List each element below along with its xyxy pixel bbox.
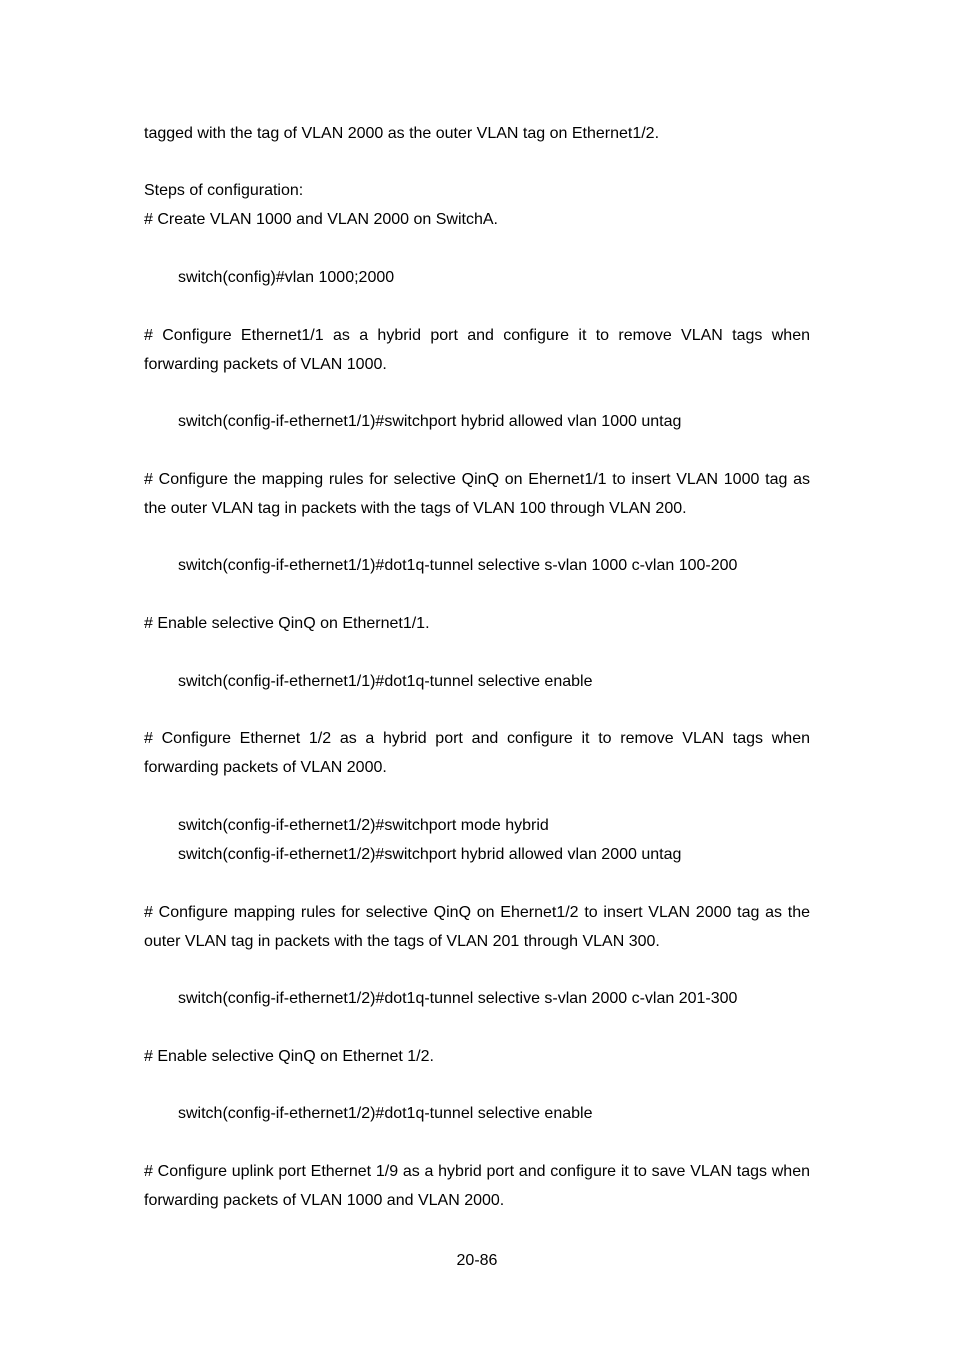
- paragraph-line: outer VLAN tag in packets with the tags of VLAN 201 through VLAN 300.: [144, 933, 660, 950]
- command-selective-svlan-1000: switch(config-if-ethernet1/1)#dot1q-tunnel selective s-vlan 1000 c-vlan 100-200: [178, 557, 738, 574]
- paragraph-line: the outer VLAN tag in packets with the tags of VLAN 100 through VLAN 200.: [144, 500, 687, 517]
- step-configure-uplink-port: [144, 1157, 810, 1215]
- command-create-vlan: switch(config)#vlan 1000;2000: [178, 269, 395, 286]
- step-configure-ethernet1-2: [144, 724, 810, 782]
- command-selective-enable-1-2: switch(config-if-ethernet1/2)#dot1q-tunnel selective enable: [178, 1105, 593, 1122]
- section-heading-steps: Steps of configuration:: [144, 182, 304, 199]
- page-number: 20-86: [456, 1252, 498, 1269]
- step-create-vlan: # Create VLAN 1000 and VLAN 2000 on SwitchA.: [144, 211, 498, 228]
- paragraph-line: # Configure mapping rules for selective QinQ on Ehernet1/2 to insert VLAN 2000 tag as the: [144, 904, 810, 921]
- command-selective-svlan-2000: switch(config-if-ethernet1/2)#dot1q-tunnel selective s-vlan 2000 c-vlan 201-300: [178, 990, 738, 1007]
- paragraph-line: # Configure uplink port Ethernet 1/9 as a hybrid port and configure it to save VLAN tags when: [144, 1163, 810, 1180]
- command-hybrid-allowed-1000: switch(config-if-ethernet1/1)#switchport hybrid allowed vlan 1000 untag: [178, 413, 682, 430]
- paragraph-line: forwarding packets of VLAN 2000.: [144, 759, 387, 776]
- command-selective-enable-1-1: switch(config-if-ethernet1/1)#dot1q-tunnel selective enable: [178, 673, 593, 690]
- step-mapping-rules-ethernet1-2: [144, 898, 810, 956]
- paragraph-continuation: tagged with the tag of VLAN 2000 as the outer VLAN tag on Ethernet1/2.: [144, 125, 660, 142]
- step-enable-qinq-ethernet1-1: # Enable selective QinQ on Ethernet1/1.: [144, 615, 430, 632]
- command-switchport-mode-hybrid: switch(config-if-ethernet1/2)#switchport mode hybrid: [178, 817, 549, 834]
- step-configure-ethernet1-1: [144, 321, 810, 379]
- paragraph-line: # Configure Ethernet1/1 as a hybrid port and configure it to remove VLAN tags when: [144, 327, 810, 344]
- paragraph-line: forwarding packets of VLAN 1000.: [144, 356, 387, 373]
- step-enable-qinq-ethernet1-2: # Enable selective QinQ on Ethernet 1/2.: [144, 1048, 434, 1065]
- command-hybrid-allowed-2000: switch(config-if-ethernet1/2)#switchport hybrid allowed vlan 2000 untag: [178, 846, 682, 863]
- paragraph-line: forwarding packets of VLAN 1000 and VLAN 2000.: [144, 1192, 505, 1209]
- step-mapping-rules-ethernet1-1: [144, 465, 810, 523]
- paragraph-line: # Configure Ethernet 1/2 as a hybrid port and configure it to remove VLAN tags when: [144, 730, 810, 747]
- paragraph-line: # Configure the mapping rules for selective QinQ on Ehernet1/1 to insert VLAN 1000 tag as: [144, 471, 810, 488]
